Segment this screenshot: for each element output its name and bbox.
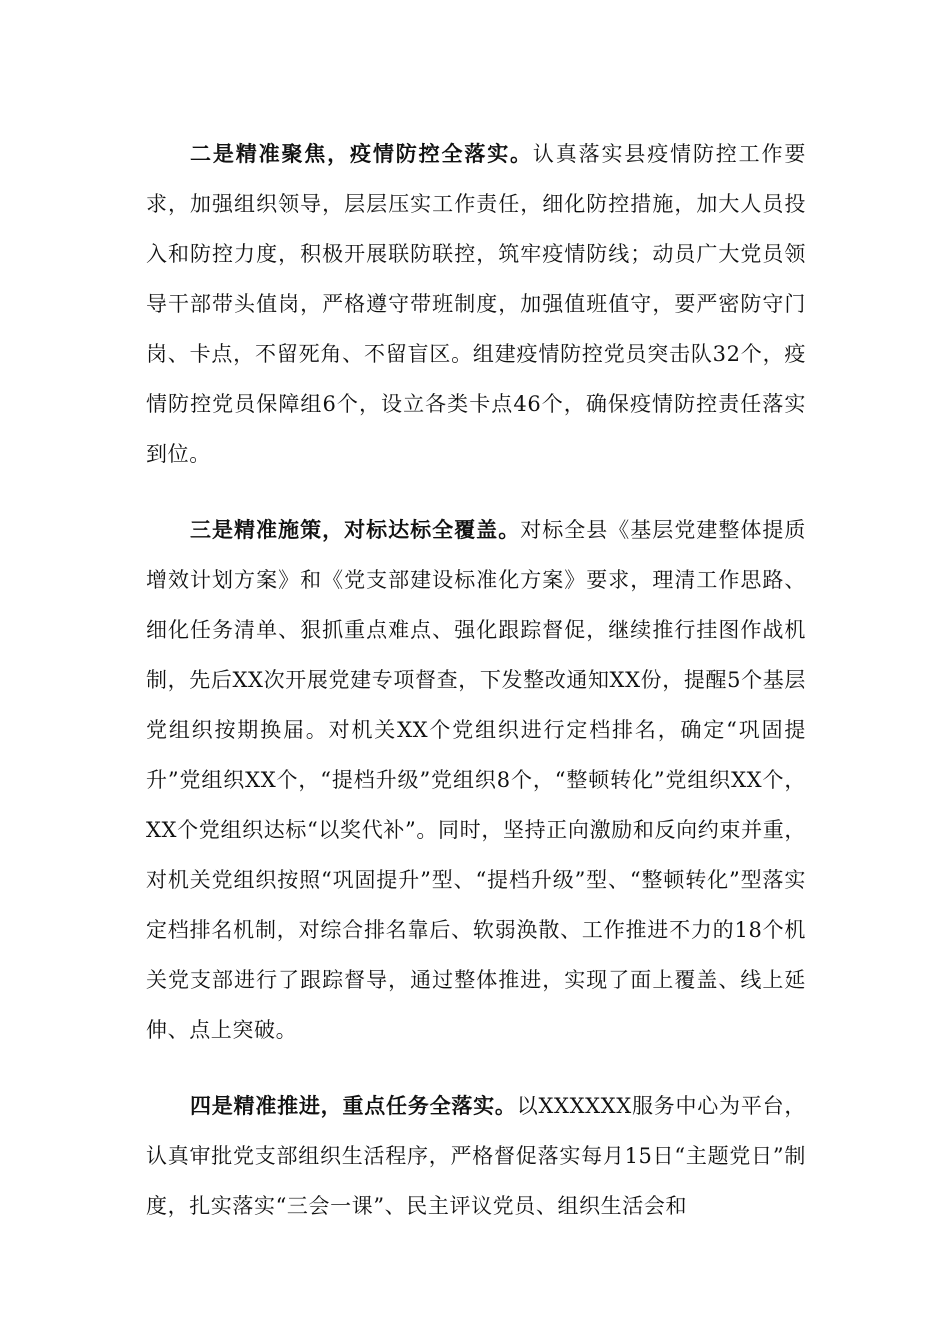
paragraph-text: 以XXXXXX服务中心为平台，认真审批党支部组织生活程序，严格督促落实每月15日“主题党日”制度，扎实落实“三会一课”、民主评议党员、组织生活会和	[146, 1094, 806, 1218]
paragraph-text: 认真落实县疫情防控工作要求，加强组织领导，层层压实工作责任，细化防控措施，加大人员投入和防控力度，积极开展联防联控，筑牢疫情防线；动员广大党员领导干部带头值岗，严格遵守带班制度，加强值班值守，要严密防守门岗、卡点，不留死角、不留盲区。组建疫情防控党员突击队32个，疫情防控党员保障组6个，设立各类卡点46个，确保疫情防控责任落实到位。	[146, 142, 806, 466]
paragraph-key-tasks	[146, 1081, 806, 1231]
paragraph-heading: 四是精准推进，重点任务全落实。	[190, 1093, 517, 1118]
paragraph-heading: 三是精准施策，对标达标全覆盖。	[190, 517, 521, 542]
paragraph-heading: 二是精准聚焦，疫情防控全落实。	[190, 141, 533, 166]
document-body	[146, 129, 806, 1257]
paragraph-standards-coverage	[146, 505, 806, 1055]
paragraph-epidemic-prevention	[146, 129, 806, 479]
paragraph-text: 对标全县《基层党建整体提质增效计划方案》和《党支部建设标准化方案》要求，理清工作思路、细化任务清单、狠抓重点难点、强化跟踪督促，继续推行挂图作战机制，先后XX次开展党建专项督查，下发整改通知XX份，提醒5个基层党组织按期换届。对机关XX个党组织进行定档排名，确定“巩固提升”党组织XX个，“提档升级”党组织8个，“整顿转化”党组织XX个，XX个党组织达标“以奖代补”。同时，坚持正向激励和反向约束并重，对机关党组织按照“巩固提升”型、“提档升级”型、“整顿转化”型落实定档排名机制，对综合排名靠后、软弱涣散、工作推进不力的18个机关党支部进行了跟踪督导，通过整体推进，实现了面上覆盖、线上延伸、点上突破。	[146, 518, 806, 1042]
